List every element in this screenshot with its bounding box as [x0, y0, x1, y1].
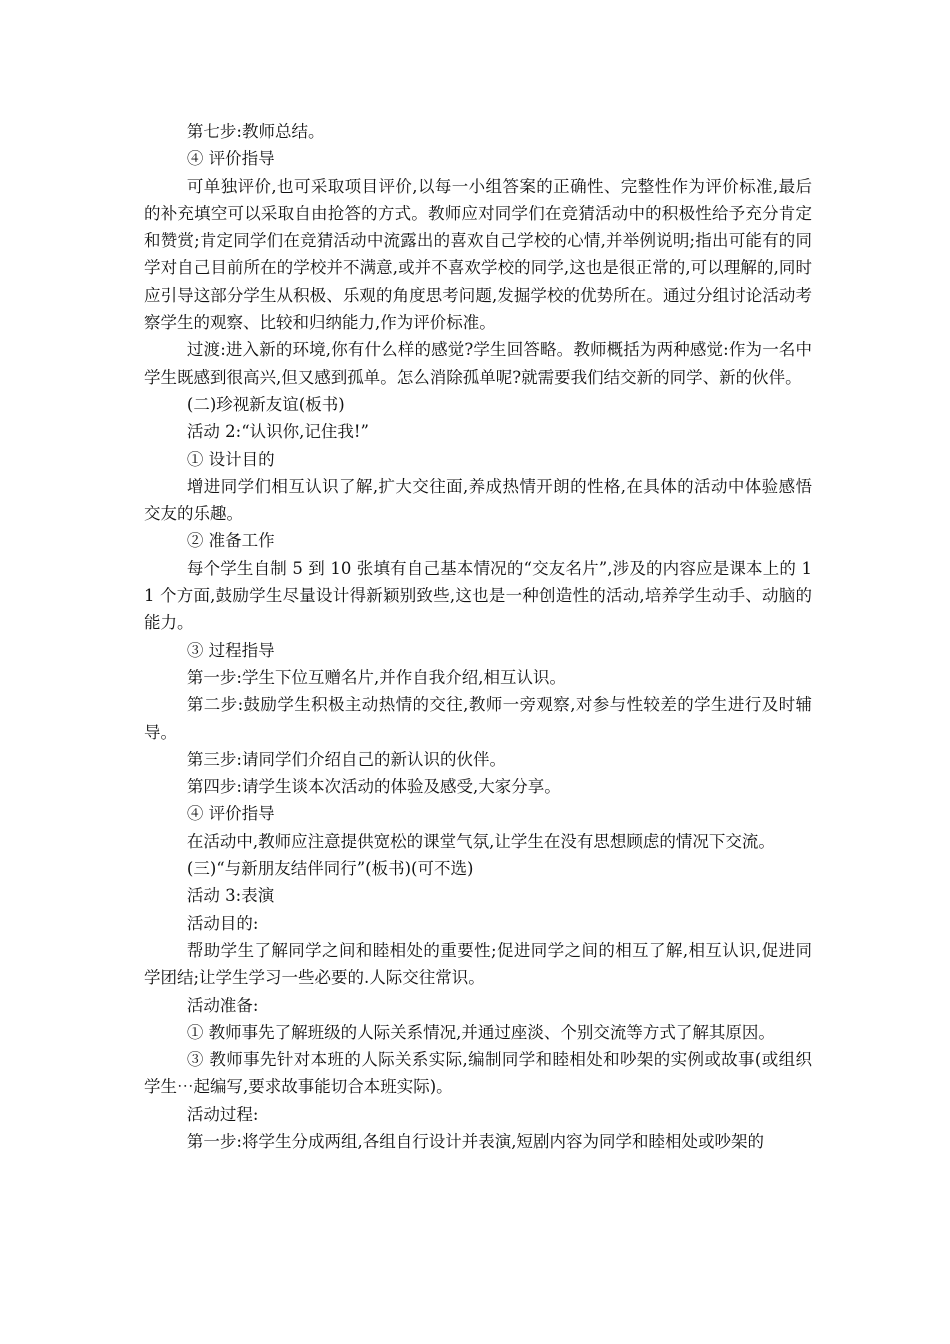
- paragraph: 第四步:请学生谈本次活动的体验及感受,大家分享。: [186, 777, 561, 797]
- paragraph: 第二步:鼓励学生积极主动热情的交往,教师一旁观察,对参与性较差的学生进行及时辅导。: [144, 695, 812, 742]
- paragraph: 第一步:学生下位互赠名片,并作自我介绍,相互认识。: [186, 667, 566, 687]
- paragraph: ③ 教师事先针对本班的人际关系实际,编制同学和睦相处和吵架的实例或故事(或组织学生⋯起编写,要求故事能切合本班实际)。: [144, 1050, 812, 1097]
- document-body: [144, 118, 812, 1155]
- paragraph: 增进同学们相互认识了解,扩大交往面,养成热情开朗的性格,在具体的活动中体验感悟交友的乐趣。: [144, 476, 812, 524]
- paragraph: ① 设计目的: [186, 449, 275, 469]
- paragraph: 活动 2:“认识你,记住我!”: [186, 422, 369, 442]
- paragraph: 过渡:进入新的环境,你有什么样的感觉?学生回答略。教师概括为两种感觉:作为一名中学生既感到很高兴,但又感到孤单。怎么消除孤单呢?就需要我们结交新的同学、新的伙伴。: [144, 340, 812, 387]
- paragraph: 活动过程:: [186, 1104, 259, 1124]
- paragraph: (二)珍视新友谊(板书): [186, 394, 345, 414]
- paragraph: 第三步:请同学们介绍自己的新认识的伙伴。: [186, 749, 506, 769]
- paragraph: ① 教师事先了解班级的人际关系情况,并通过座淡、个别交流等方式了解其原因。: [186, 1022, 775, 1042]
- paragraph: 活动 3:表演: [186, 886, 275, 906]
- paragraph: 可单独评价,也可采取项目评价,以每一小组答案的正确性、完整性作为评价标准,最后的补充填空可以采取自由抢答的方式。教师应对同学们在竞猜活动中的积极性给予充分肯定和赞赏;肯定同学们在竞猜活动中流露出的喜欢自己学校的心情,并举例说明;指出可能有的同学对自己目前所在的学校并不满意,或并不喜欢学校的同学,这也是很正常的,可以理解的,同时应引导这部分学生从积极、乐观的角度思考问题,发掘学校的优势所在。通过分组讨论活动考察学生的观察、比较和归纳能力,作为评价标准。: [144, 176, 812, 333]
- paragraph: 每个学生自制 5 到 10 张填有自己基本情况的“交友名片”,涉及的内容应是课本上的 11 个方面,鼓励学生尽量设计得新颖别致些,这也是一种创造性的活动,培养学生动手、动脑的能力。: [144, 558, 812, 633]
- paragraph: (三)“与新朋友结伴同行”(板书)(可不选): [186, 859, 474, 879]
- paragraph: ③ 过程指导: [186, 640, 275, 660]
- paragraph: ② 准备工作: [186, 531, 275, 551]
- paragraph: 帮助学生了解同学之间和睦相处的重要性;促进同学之间的相互了解,相互认识,促进同学团结;让学生学习一些必要的.人际交往常识。: [144, 940, 812, 988]
- paragraph: 第一步:将学生分成两组,各组自行设计并表演,短剧内容为同学和睦相处或吵架的: [186, 1131, 764, 1151]
- paragraph: 活动准备:: [186, 995, 259, 1015]
- paragraph: 活动目的:: [186, 913, 259, 933]
- paragraph: 第七步:教师总结。: [186, 122, 325, 141]
- paragraph: ④ 评价指导: [186, 149, 275, 169]
- paragraph: ④ 评价指导: [186, 804, 275, 824]
- paragraph: 在活动中,教师应注意提供宽松的课堂气氛,让学生在没有思想顾虑的情况下交流。: [186, 831, 775, 851]
